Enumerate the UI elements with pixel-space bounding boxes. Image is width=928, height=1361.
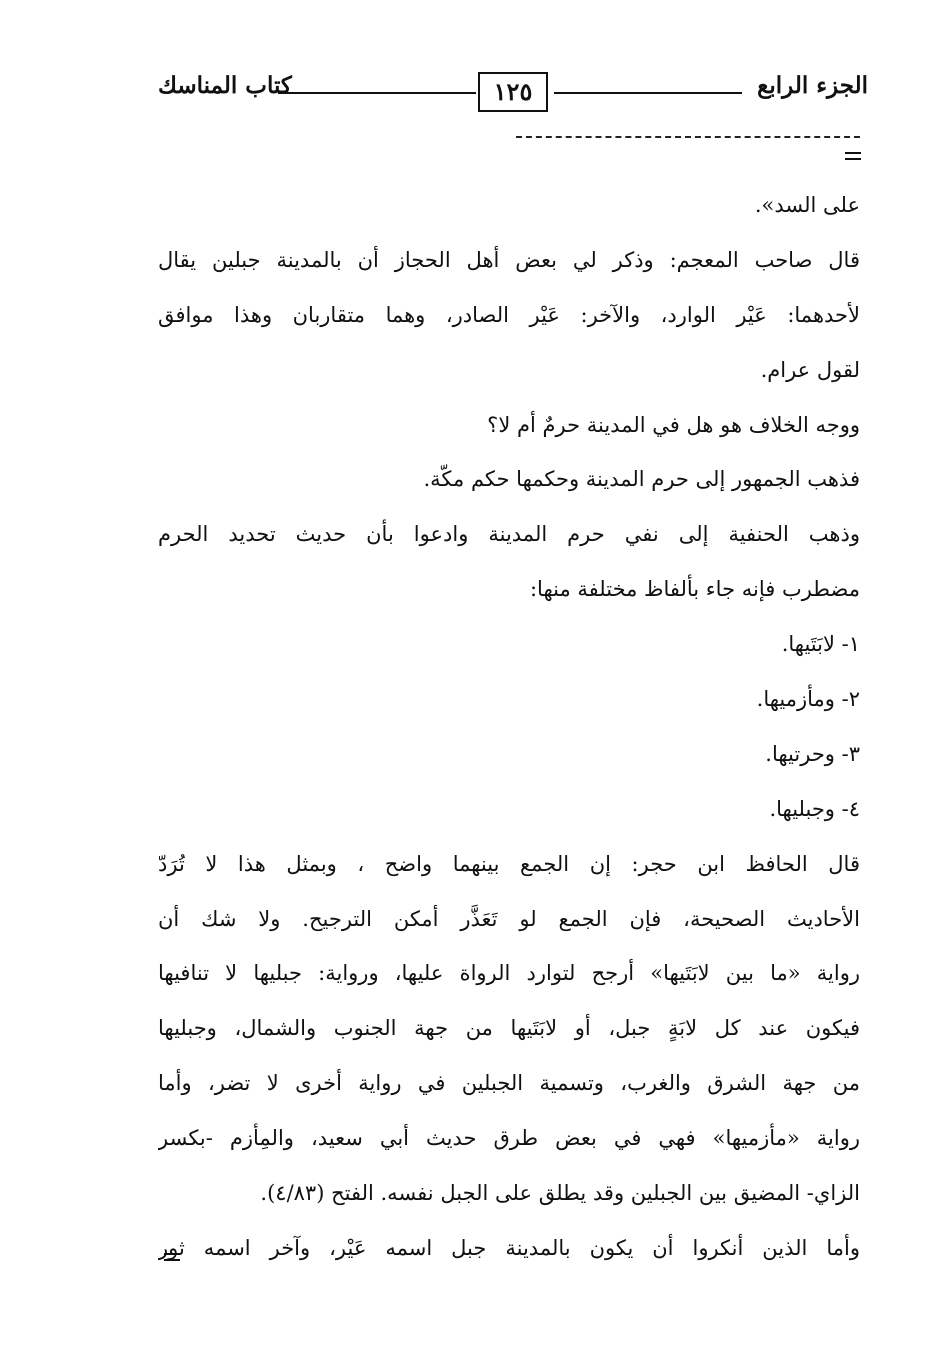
text-line: رواية «ما بين لابَتَيها» أرجح لتوارد الرواة عليها، ورواية: جبليها لا تنافيها: [158, 961, 860, 986]
text-line: وذهب الحنفية إلى نفي حرم المدينة وادعوا بأن حديث تحديد الحرم: [158, 522, 860, 547]
text-line: الأحاديث الصحيحة، فإن الجمع لو تَعَذَّر أمكن الترجيح. ولا شك أن: [158, 906, 860, 931]
page-header: [150, 62, 870, 122]
text-line: الزاي- المضيق بين الجبلين وقد يطلق على الجبل نفسه. الفتح (٤/٨٣).: [260, 1181, 860, 1206]
text-line: قال صاحب المعجم: وذكر لي بعض أهل الحجاز أن بالمدينة جبلين يقال: [158, 247, 860, 272]
text-line: على السد».: [754, 193, 860, 217]
text-line: رواية «مأزميها» فهي في بعض طرق حديث أبي سعيد، والمِأزم -بكسر: [158, 1126, 860, 1151]
text-line: لقول عرام.: [760, 357, 860, 382]
continuation-mark-top: [845, 152, 861, 160]
header-dashed-rule: [516, 136, 860, 138]
continuation-mark-bottom: [164, 1253, 180, 1261]
list-item: ٢- ومأزميها.: [756, 687, 860, 712]
book-title: كتاب المناسك: [158, 72, 292, 99]
header-rule-left: [278, 92, 476, 94]
text-line: لأحدهما: عَيْر الوارد، والآخر: عَيْر الصادر، وهما متقاربان وهذا موافق: [158, 302, 860, 327]
page-body: [158, 178, 860, 1276]
list-item: ١- لابَتَيها.: [781, 632, 860, 657]
list-item: ٤- وجبليها.: [769, 796, 860, 821]
volume-title: الجزء الرابع: [757, 72, 868, 99]
text-line: فذهب الجمهور إلى حرم المدينة وحكمها حكم مكّة.: [423, 467, 860, 492]
text-line: مضطرب فإنه جاء بألفاظ مختلفة منها:: [529, 577, 860, 602]
text-line: قال الحافظ ابن حجر: إن الجمع بينهما واضح ، وبمثل هذا لا تُرَدّ: [158, 851, 860, 876]
text-line: فيكون عند كل لابَةٍ جبل، أو لابَتَيها من جهة الجنوب والشمال، وجبليها: [158, 1016, 860, 1041]
page-number: ١٢٥: [493, 77, 533, 106]
header-rule-right: [554, 92, 742, 94]
text-line: من جهة الشرق والغرب، وتسمية الجبلين في رواية أخرى لا تضر، وأما: [158, 1071, 860, 1096]
text-line: وأما الذين أنكروا أن يكون بالمدينة جبل اسمه عَيْر، وآخر اسمه ثور: [158, 1235, 860, 1260]
list-item: ٣- وحرتيها.: [765, 741, 860, 766]
page-number-box: [478, 72, 548, 112]
text-line: ووجه الخلاف هو هل في المدينة حرمٌ أم لا؟: [487, 412, 860, 437]
